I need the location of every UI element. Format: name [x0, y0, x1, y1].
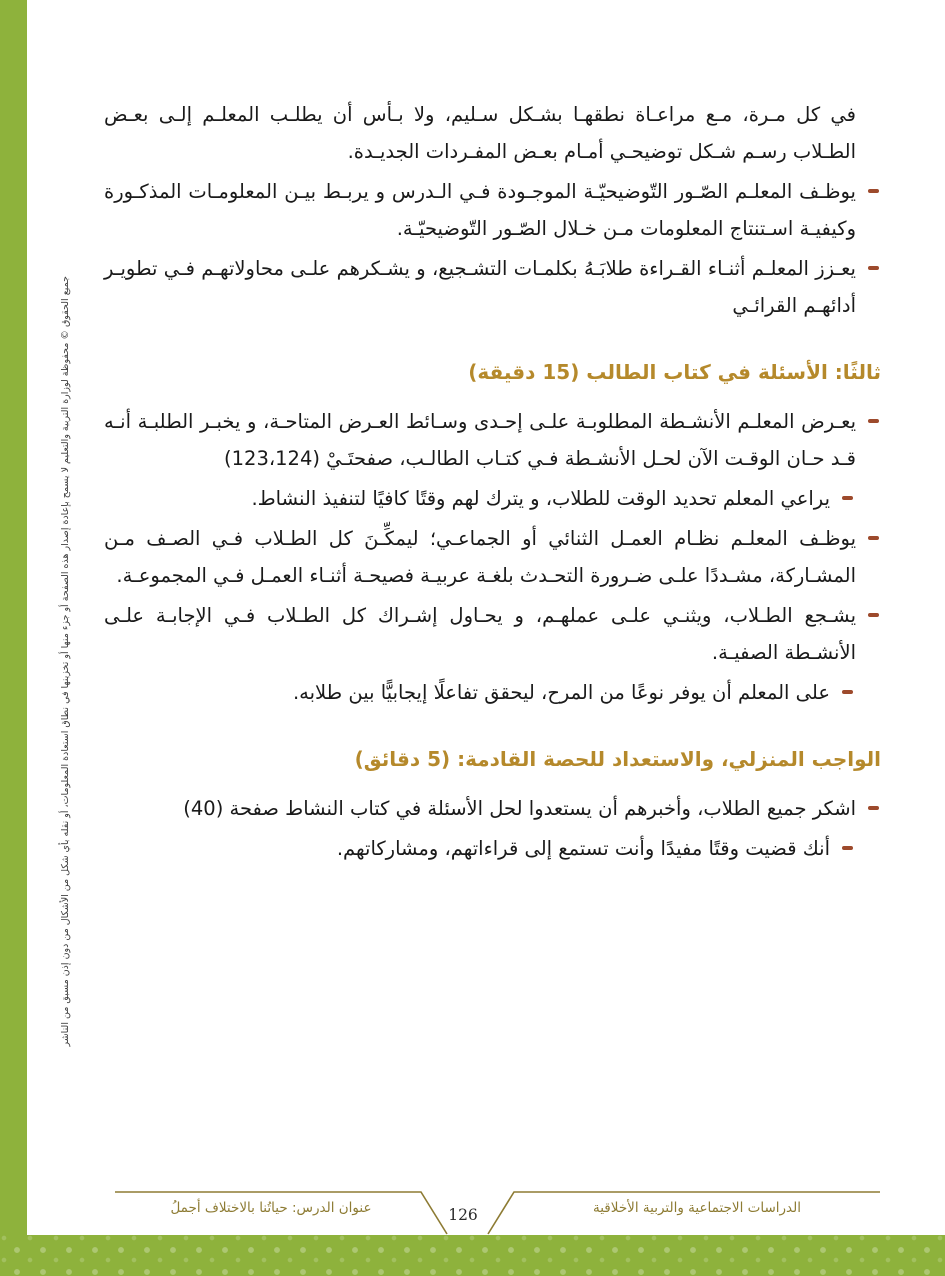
- page-number: 126: [448, 1206, 478, 1224]
- footer-lesson-title: عنوان الدرس: حياتُنا بالاختلاف أجملُ: [170, 1200, 372, 1216]
- bullet-marker-icon: [868, 189, 879, 193]
- content-blocks: [104, 96, 881, 870]
- bullet-item: [104, 830, 855, 867]
- decorative-pattern-band: [0, 1235, 945, 1276]
- bullet-item: [104, 597, 881, 671]
- green-side-strip: [0, 0, 27, 1276]
- bullet-marker-icon: [842, 690, 853, 694]
- bullet-marker-icon: [868, 266, 879, 270]
- bullet-item: [104, 520, 881, 594]
- bullet-text: أنك قضيت وقتًا مفيدًا وأنت تستمع إلى قراءاتهم، ومشاركاتهم.: [336, 837, 830, 860]
- bullet-marker-icon: [842, 846, 853, 850]
- bullet-marker-icon: [868, 419, 879, 423]
- bullet-item: [104, 790, 881, 827]
- paragraph: في كل مـرة، مـع مراعـاة نطقهـا بشـكل سـليم، ولا بـأس أن يطلـب المعلـم إلـى بعـض الطـلاب رسـم شـكل توضيحـي أمـام بعـض المفـردات الجديـدة.: [104, 103, 856, 163]
- bullet-item: [104, 480, 855, 517]
- bullet-text: يوظـف المعلـم نظـام العمـل الثنائي أو الجماعـي؛ ليمكِّـنَ كل الطـلاب فـي الصـف مـن المشـاركة، مشـددًا علـى ضـرورة التحـدث بلغـة عربيـة فصيحـة أثنـاء العمـل فـي المجموعـة.: [104, 527, 856, 587]
- bullet-text: اشكر جميع الطلاب، وأخبرهم أن يستعدوا لحل الأسئلة في كتاب النشاط صفحة (40): [183, 797, 856, 820]
- bullet-item: [104, 674, 855, 711]
- copyright-vertical-text: جميع الحقوق © محفوظة لوزارة التربية والتعليم لا يسمح بإعادة إصدار هذه الصفحة أو جزء منها أو تخزينها في نطاق استعادة المعلومات، أو نقله بأي شكل من الأشكال من دون إذن مسبق من الناشر: [60, 276, 71, 1047]
- bullet-item: [104, 173, 881, 247]
- footer-subject-title: الدراسات الاجتماعية والتربية الأخلاقية: [593, 1200, 801, 1216]
- section-heading: ثالثًا: الأسئلة في كتاب الطالب (15 دقيقة): [468, 360, 881, 384]
- bullet-marker-icon: [868, 806, 879, 810]
- bullet-item: [104, 250, 881, 324]
- bullet-item: [104, 403, 881, 477]
- bullet-text: يراعي المعلم تحديد الوقت للطلاب، و يترك لهم وقتًا كافيًا لتنفيذ النشاط.: [251, 487, 830, 510]
- bullet-marker-icon: [868, 536, 879, 540]
- bullet-text: يشـجع الطـلاب، ويثنـي علـى عملهـم، و يحـاول إشـراك كل الطـلاب فـي الإجابـة علـى الأنشـطة الصفيـة.: [104, 604, 856, 664]
- bullet-marker-icon: [868, 613, 879, 617]
- bullet-marker-icon: [842, 496, 853, 500]
- section-heading: الواجب المنزلي، والاستعداد للحصة القادمة: (5 دقائق): [354, 747, 881, 771]
- bullet-text: على المعلم أن يوفر نوعًا من المرح، ليحقق تفاعلًا إيجابيًّا بين طلابه.: [292, 681, 830, 704]
- bullet-text: يعـرض المعلـم الأنشـطة المطلوبـة علـى إحـدى وسـائط العـرض المتاحـة، و يخبـر الطلبـة أنـه قـد حـان الوقـت الآن لحـل الأنشـطة فـي كتـاب الطالـب، صفحتَـيْ (123،124): [104, 410, 856, 470]
- bullet-text: يعـزز المعلـم أثنـاء القـراءة طلابَـهُ بكلمـات التشـجيع، و يشـكرهم علـى محاولاتهـم فـي تطويـر أدائهـم القرائـي: [104, 257, 856, 317]
- bullet-text: يوظـف المعلـم الصّـور التّوضيحيّـة الموجـودة فـي الـدرس و يربـط بيـن المعلومـات المذكـورة وكيفيـة اسـتنتاج المعلومات مـن خـلال الصّـور التّوضيحيّـة.: [104, 180, 856, 240]
